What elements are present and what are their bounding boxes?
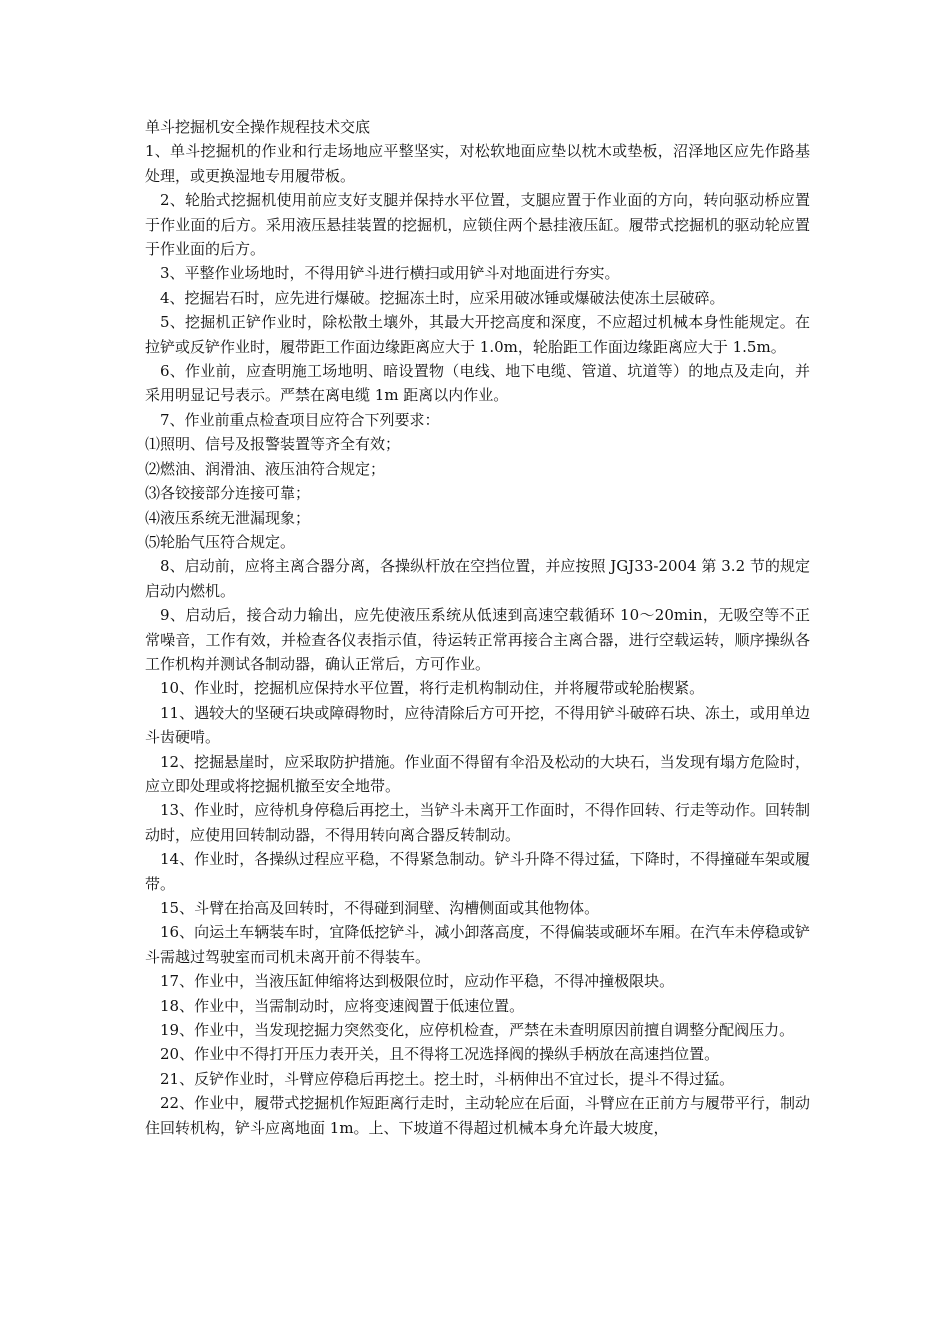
paragraph: 5、挖掘机正铲作业时，除松散土壤外，其最大开挖高度和深度，不应超过机械本身性能规定。在拉铲或反铲作业时，履带距工作面边缘距离应大于 1.0m，轮胎距工作面边缘距离应大于 1.5m。 [145, 313, 810, 356]
paragraph: 22、作业中，履带式挖掘机作短距离行走时，主动轮应在后面，斗臂应在正前方与履带平行，制动住回转机构，铲斗应离地面 1m。上、下坡道不得超过机械本身允许最大坡度， [145, 1094, 810, 1137]
paragraph: 21、反铲作业时，斗臂应停稳后再挖土。挖土时，斗柄伸出不宜过长，提斗不得过猛。 [160, 1069, 735, 1088]
paragraph: 12、挖掘悬崖时，应采取防护措施。作业面不得留有伞沿及松动的大块石，当发现有塌方危险时，应立即处理或将挖掘机撤至安全地带。 [145, 752, 810, 795]
paragraph: 2、轮胎式挖掘机使用前应支好支腿并保持水平位置，支腿应置于作业面的方向，转向驱动桥应置于作业面的后方。采用液压悬挂装置的挖掘机，应锁住两个悬挂液压缸。履带式挖掘机的驱动轮应置于作业面的后方。 [145, 191, 810, 259]
paragraph: 15、斗臂在抬高及回转时，不得碰到洞壁、沟槽侧面或其他物体。 [160, 899, 600, 917]
paragraph: 13、作业时，应待机身停稳后再挖土，当铲斗未离开工作面时，不得作回转、行走等动作。回转制动时，应使用回转制动器，不得用转向离合器反转制动。 [145, 801, 810, 844]
list-item: ⑶各铰接部分连接可靠； [145, 484, 311, 503]
paragraph: 6、作业前，应查明施工场地明、暗设置物（电线、地下电缆、管道、坑道等）的地点及走向，并采用明显记号表示。严禁在离电缆 1m 距离以内作业。 [145, 362, 810, 405]
list-item: ⑸轮胎气压符合规定。 [145, 532, 296, 551]
paragraph: 18、作业中，当需制动时，应将变速阀置于低速位置。 [160, 996, 525, 1015]
paragraph: 14、作业时，各操纵过程应平稳，不得紧急制动。铲斗升降不得过猛，下降时，不得撞碰车架或履带。 [145, 850, 810, 893]
paragraph: 17、作业中，当液压缸伸缩将达到极限位时，应动作平稳，不得冲撞极限块。 [160, 972, 675, 991]
paragraph: 16、向运土车辆装车时，宜降低挖铲斗，减小卸落高度，不得偏装或砸坏车厢。在汽车未停稳或铲斗需越过驾驶室而司机未离开前不得装车。 [145, 923, 810, 966]
paragraph: 7、作业前重点检查项目应符合下列要求： [160, 410, 440, 429]
paragraph: 20、作业中不得打开压力表开关，且不得将工况选择阀的操纵手柄放在高速挡位置。 [160, 1045, 720, 1064]
paragraph: 8、启动前，应将主离合器分离，各操纵杆放在空挡位置，并应按照 JGJ33-2004 第 3.2 节的规定启动内燃机。 [145, 557, 810, 600]
paragraph: 3、平整作业场地时，不得用铲斗进行横扫或用铲斗对地面进行夯实。 [160, 264, 620, 283]
document-page [145, 115, 810, 1140]
paragraph: 1、单斗挖掘机的作业和行走场地应平整坚实，对松软地面应垫以枕木或垫板，沼泽地区应先作路基处理，或更换湿地专用履带板。 [145, 142, 810, 185]
list-item: ⑵燃油、润滑油、液压油符合规定； [145, 459, 386, 478]
paragraph: 11、遇较大的坚硬石块或障碍物时，应待清除后方可开挖，不得用铲斗破碎石块、冻土，或用单边斗齿硬啃。 [145, 703, 810, 747]
paragraph: 9、启动后，接合动力输出，应先使液压系统从低速到高速空载循环 10～20min，无吸空等不正常噪音，工作有效，并检查各仪表指示值，待运转正常再接合主离合器，进行空载运转，顺序操纵各工作机构并测试各制动器，确认正常后，方可作业。 [145, 606, 810, 673]
list-item: ⑷液压系统无泄漏现象； [145, 508, 311, 527]
list-item: ⑴照明、信号及报警装置等齐全有效； [145, 435, 401, 454]
paragraph: 4、挖掘岩石时，应先进行爆破。挖掘冻土时，应采用破冰锤或爆破法使冻土层破碎。 [160, 288, 725, 307]
document-title: 单斗挖掘机安全操作规程技术交底 [145, 118, 371, 136]
paragraph: 10、作业时，挖掘机应保持水平位置，将行走机构制动住，并将履带或轮胎楔紧。 [160, 679, 705, 698]
paragraph: 19、作业中，当发现挖掘力突然变化，应停机检查，严禁在未查明原因前擅自调整分配阀压力。 [160, 1021, 795, 1040]
